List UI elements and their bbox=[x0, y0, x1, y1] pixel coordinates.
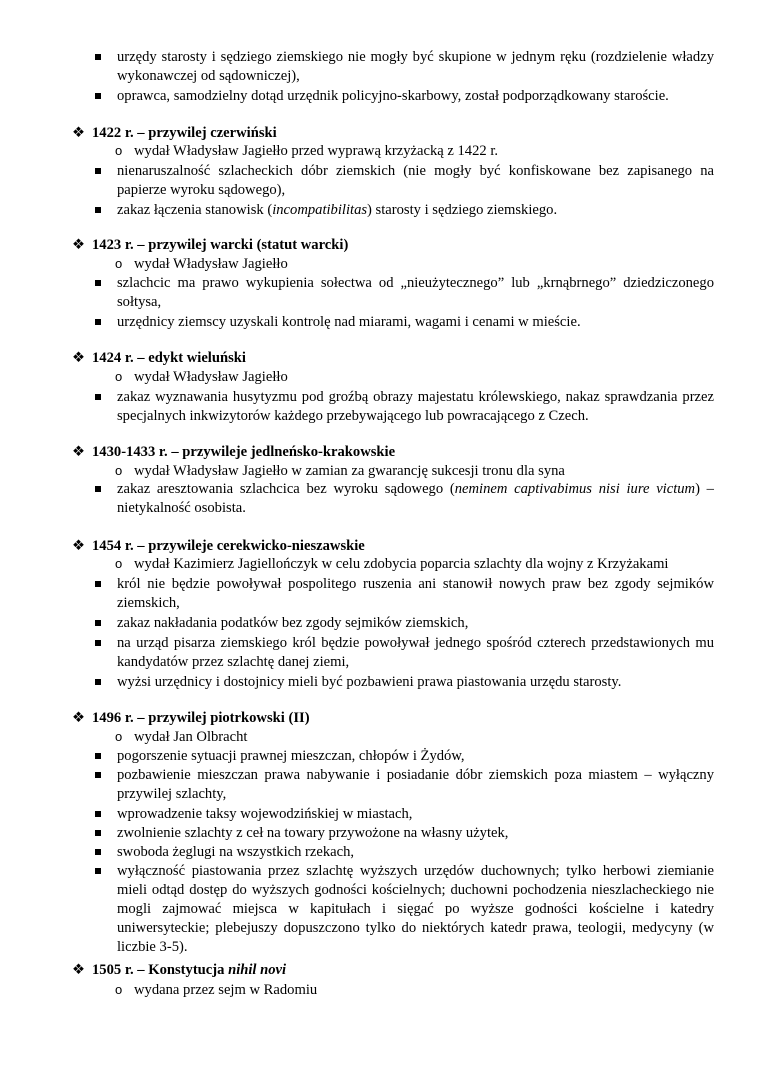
list-item-text: zakaz nakładania podatków bez zgody sejmików ziemskich, bbox=[117, 615, 469, 631]
list-item-text: urzędnicy ziemscy uzyskali kontrolę nad miarami, wagami i cenami w mieście. bbox=[117, 314, 581, 330]
section-heading: ❖ 1430-1433 r. – przywileje jedlneńsko-krakowskie bbox=[72, 444, 396, 460]
issuer-line: o wydał Władysław Jagiełło w zamian za gwarancję sukcesji tronu dla syna bbox=[115, 463, 565, 479]
list-item bbox=[92, 575, 714, 613]
list-item-text: na urząd pisarza ziemskiego król będzie powoływał jednego spośród czterech przedstawionych mu kandydatów przez szlachtę danej ziemi, bbox=[117, 635, 714, 670]
list-item-text: szlachcic ma prawo wykupienia sołectwa od „nieużytecznego” lub „krnąbrnego” dziedziczonego sołtysa, bbox=[117, 275, 714, 310]
list-item-text: wprowadzenie taksy wojewodzińskiej w miastach, bbox=[117, 806, 413, 822]
square-bullet-icon bbox=[95, 620, 101, 626]
square-bullet-icon bbox=[95, 394, 101, 400]
list-item bbox=[92, 480, 714, 518]
list-item-text: pogorszenie sytuacji prawnej mieszczan, chłopów i Żydów, bbox=[117, 748, 465, 764]
list-item bbox=[92, 201, 714, 220]
list-item-text: nienaruszalność szlacheckich dóbr ziemskich (nie mogły być konfiskowane bez zapisanego na papierze wyroku sądowego), bbox=[117, 163, 714, 198]
list-item bbox=[92, 843, 714, 862]
diamond-bullet-icon: ❖ bbox=[72, 962, 86, 978]
list-item-text: swoboda żeglugi na wszystkich rzekach, bbox=[117, 844, 355, 860]
list-item-text: pozbawienie mieszczan prawa nabywanie i posiadanie dóbr ziemskich poza miastem – wyłączny przywilej szlachty, bbox=[117, 767, 714, 802]
square-bullet-icon bbox=[95, 319, 101, 325]
issuer-line: o wydał Władysław Jagiełło bbox=[115, 369, 288, 385]
circle-bullet-icon: o bbox=[115, 982, 123, 997]
list-item bbox=[92, 862, 714, 957]
list-item bbox=[92, 673, 714, 692]
issuer-line: o wydana przez sejm w Radomiu bbox=[115, 982, 318, 998]
square-bullet-icon bbox=[95, 581, 101, 587]
diamond-bullet-icon: ❖ bbox=[72, 350, 86, 366]
diamond-bullet-icon: ❖ bbox=[72, 444, 86, 460]
list-item bbox=[92, 614, 714, 633]
issuer-line: o wydał Władysław Jagiełło przed wyprawą krzyżacką z 1422 r. bbox=[115, 143, 499, 159]
square-bullet-icon bbox=[95, 849, 101, 855]
section-heading: ❖ 1423 r. – przywilej warcki (statut warcki) bbox=[72, 237, 349, 253]
list-item-text: urzędy starosty i sędziego ziemskiego nie mogły być skupione w jednym ręku (rozdzielenie władzy wykonawczej od sądowniczej), bbox=[117, 49, 714, 84]
square-bullet-icon bbox=[95, 830, 101, 836]
square-bullet-icon bbox=[95, 93, 101, 99]
list-item bbox=[92, 805, 714, 824]
circle-bullet-icon: o bbox=[115, 463, 123, 478]
list-item-text: zakaz wyznawania husytyzmu pod groźbą obrazy majestatu królewskiego, nakaz sprawdzania przez specjalnych inkwizytorów każdego przebywającego lub powracającego z Czech. bbox=[117, 389, 714, 424]
square-bullet-icon bbox=[95, 207, 101, 213]
list-item-text: wyłączność piastowania przez szlachtę wyższych urzędów duchownych; tylko herbowi ziemianie mieli odtąd dostęp do wyższych godności kościelnych; duchowni pochodzenia nieszlacheckiego nie mogli zajmować miejsca w kapitułach i sięgać po wyższe godności kościelne i katedry uniwersyteckie; plebejuszy dopuszczono tylko do niektórych katedr prawa, teologii, medycyny (w liczbie 3-5). bbox=[117, 863, 714, 955]
list-item bbox=[92, 747, 714, 766]
list-item-text: oprawca, samodzielny dotąd urzędnik policyjno-skarbowy, został podporządkowany staroście. bbox=[117, 88, 669, 104]
square-bullet-icon bbox=[95, 280, 101, 286]
square-bullet-icon bbox=[95, 772, 101, 778]
square-bullet-icon bbox=[95, 753, 101, 759]
list-item-text: wyżsi urzędnicy i dostojnicy mieli być pozbawieni prawa piastowania urzędu starosty. bbox=[117, 674, 622, 690]
circle-bullet-icon: o bbox=[115, 729, 123, 744]
square-bullet-icon bbox=[95, 679, 101, 685]
circle-bullet-icon: o bbox=[115, 556, 123, 571]
list-item-text: zakaz aresztowania szlachcica bez wyroku sądowego (neminem captivabimus nisi iure victum) – nietykalność osobista. bbox=[117, 481, 714, 516]
list-item bbox=[92, 313, 714, 332]
list-item bbox=[92, 824, 714, 843]
list-item bbox=[92, 162, 714, 200]
square-bullet-icon bbox=[95, 640, 101, 646]
list-item bbox=[92, 87, 714, 106]
section-heading: ❖ 1422 r. – przywilej czerwiński bbox=[72, 125, 277, 141]
diamond-bullet-icon: ❖ bbox=[72, 237, 86, 253]
diamond-bullet-icon: ❖ bbox=[72, 538, 86, 554]
circle-bullet-icon: o bbox=[115, 369, 123, 384]
square-bullet-icon bbox=[95, 811, 101, 817]
diamond-bullet-icon: ❖ bbox=[72, 710, 86, 726]
issuer-line: o wydał Władysław Jagiełło bbox=[115, 256, 288, 272]
square-bullet-icon bbox=[95, 486, 101, 492]
circle-bullet-icon: o bbox=[115, 256, 123, 271]
section-heading: ❖ 1424 r. – edykt wieluński bbox=[72, 350, 246, 366]
list-item bbox=[92, 634, 714, 672]
list-item bbox=[92, 274, 714, 312]
square-bullet-icon bbox=[95, 168, 101, 174]
square-bullet-icon bbox=[95, 54, 101, 60]
list-item bbox=[92, 766, 714, 804]
circle-bullet-icon: o bbox=[115, 143, 123, 158]
diamond-bullet-icon: ❖ bbox=[72, 125, 86, 141]
square-bullet-icon bbox=[95, 868, 101, 874]
list-item-text: zwolnienie szlachty z ceł na towary przywożone na własny użytek, bbox=[117, 825, 509, 841]
list-item bbox=[92, 388, 714, 426]
list-item-text: zakaz łączenia stanowisk (incompatibilitas) starosty i sędziego ziemskiego. bbox=[117, 202, 558, 218]
section-heading: ❖ 1496 r. – przywilej piotrkowski (II) bbox=[72, 710, 310, 726]
issuer-line: o wydał Kazimierz Jagiellończyk w celu zdobycia poparcia szlachty dla wojny z Krzyżakami bbox=[115, 556, 669, 572]
section-heading: ❖ 1505 r. – Konstytucja nihil novi bbox=[72, 962, 287, 978]
list-item-text: król nie będzie powoływał pospolitego ruszenia ani stanowił nowych praw bez zgody sejmików ziemskich, bbox=[117, 576, 714, 611]
section-heading: ❖ 1454 r. – przywileje cerekwicko-nieszawskie bbox=[72, 538, 365, 554]
issuer-line: o wydał Jan Olbracht bbox=[115, 729, 248, 745]
list-item bbox=[92, 48, 714, 86]
